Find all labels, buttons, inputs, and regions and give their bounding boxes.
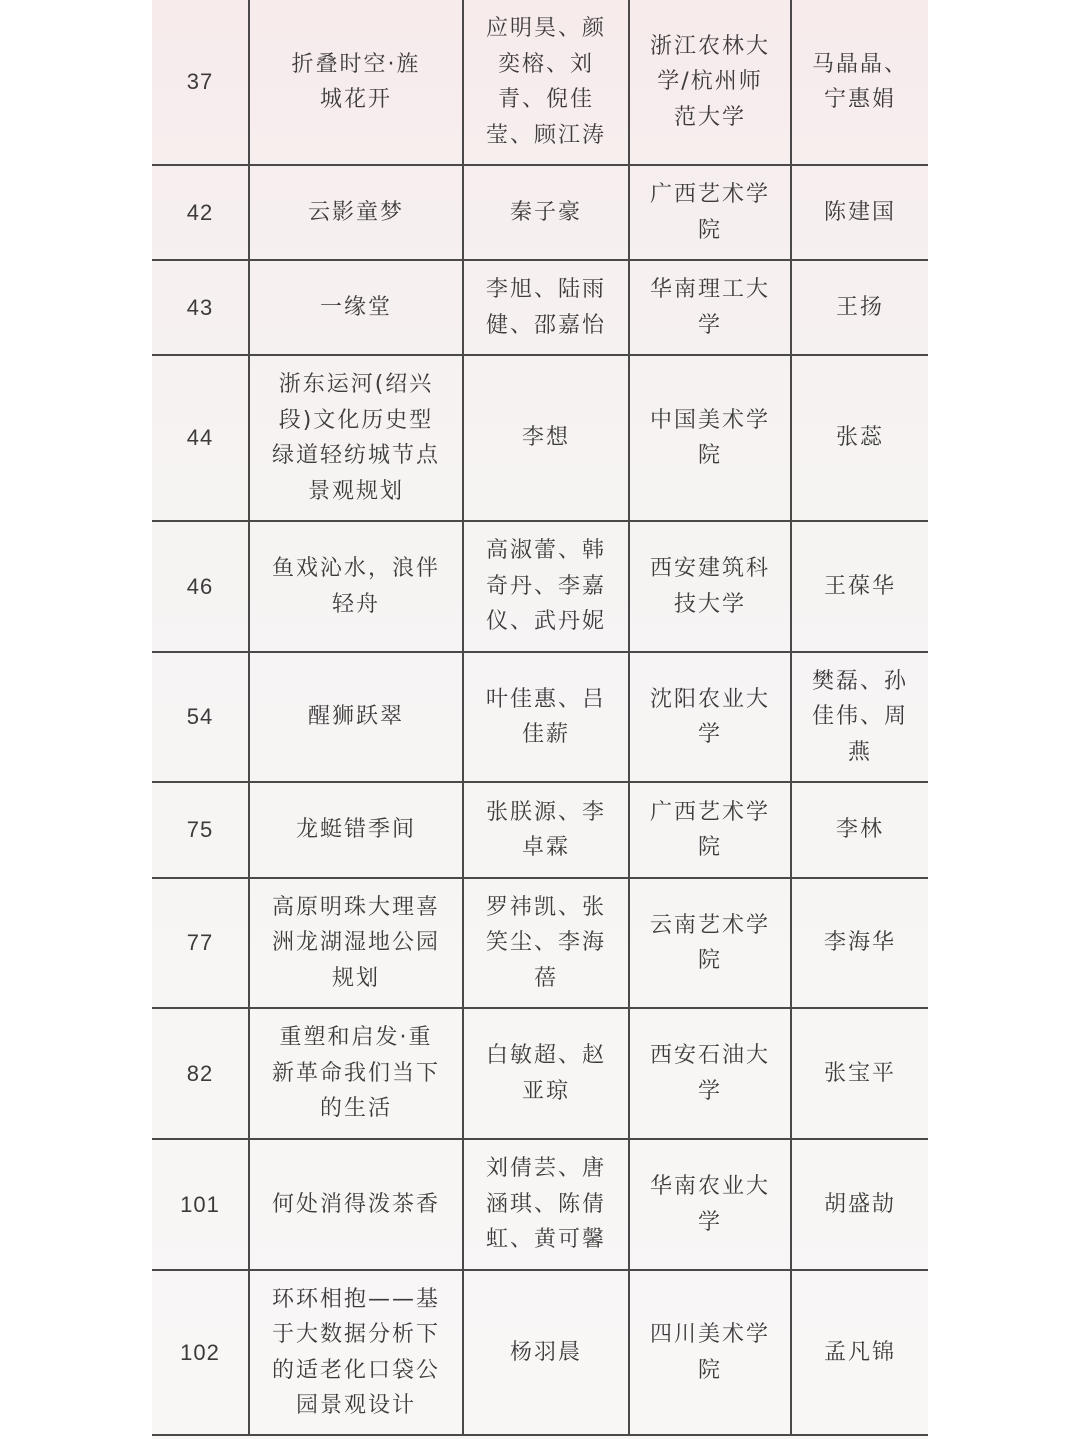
advisor	[791, 355, 928, 521]
advisor-text: 张蕊	[835, 425, 884, 451]
advisor	[791, 260, 928, 355]
authors	[463, 260, 629, 355]
school	[629, 521, 791, 652]
school	[629, 1008, 791, 1139]
advisor	[791, 165, 928, 260]
table-row	[152, 0, 928, 165]
authors-text: 张朕源、李卓霖	[485, 799, 606, 860]
project-title	[249, 782, 463, 878]
project-title-text: 折叠时空·旌城花开	[291, 51, 421, 112]
authors-text: 秦子豪	[509, 199, 582, 225]
advisor-text: 樊磊、孙佳伟、周燕	[811, 668, 908, 765]
advisor	[791, 0, 928, 165]
advisor	[791, 1008, 928, 1139]
school	[629, 165, 791, 260]
advisor	[791, 878, 928, 1008]
school-text: 四川美术学院	[649, 1322, 770, 1383]
entry-number: 37	[152, 0, 249, 165]
advisor-text: 王扬	[835, 294, 884, 320]
project-title	[249, 1270, 463, 1435]
entry-number: 77	[152, 878, 249, 1008]
school	[629, 878, 791, 1008]
table-row	[152, 165, 928, 260]
project-title-text: 环环相抱——基于大数据分析下的适老化口袋公园景观设计	[271, 1286, 440, 1418]
school-text: 广西艺术学院	[649, 182, 770, 243]
project-title	[249, 260, 463, 355]
authors-text: 杨羽晨	[509, 1339, 582, 1365]
school	[629, 355, 791, 521]
advisor	[791, 1139, 928, 1270]
school-text: 西安石油大学	[649, 1043, 770, 1104]
project-title-text: 高原明珠大理喜洲龙湖湿地公园规划	[271, 894, 440, 991]
award-table-container	[152, 0, 928, 1439]
entry-number: 43	[152, 260, 249, 355]
school	[629, 652, 791, 782]
advisor	[791, 1270, 928, 1435]
project-title-text: 何处消得泼茶香	[271, 1191, 440, 1217]
project-title-text: 浙东运河(绍兴段)文化历史型绿道轻纺城节点景观规划	[271, 372, 440, 504]
school-text: 浙江农林大学/杭州师范大学	[649, 33, 770, 130]
school-text: 广西艺术学院	[649, 799, 770, 860]
authors	[463, 0, 629, 165]
advisor-text: 陈建国	[823, 199, 896, 225]
authors-text: 叶佳惠、吕佳薪	[485, 686, 606, 747]
entry-number: 75	[152, 782, 249, 878]
school-text: 华南农业大学	[649, 1174, 770, 1235]
school-text: 云南艺术学院	[649, 912, 770, 973]
authors	[463, 782, 629, 878]
project-title	[249, 165, 463, 260]
table-row	[152, 521, 928, 652]
table-row	[152, 260, 928, 355]
project-title-text: 鱼戏沁水，浪伴轻舟	[271, 556, 440, 617]
project-title	[249, 652, 463, 782]
authors	[463, 652, 629, 782]
project-title-text: 醒狮跃翠	[307, 704, 404, 730]
authors	[463, 521, 629, 652]
authors-text: 李想	[521, 425, 570, 451]
award-table-body	[152, 0, 928, 1435]
entry-number: 54	[152, 652, 249, 782]
entry-number: 42	[152, 165, 249, 260]
advisor-text: 李海华	[823, 930, 896, 956]
advisor	[791, 652, 928, 782]
entry-number: 82	[152, 1008, 249, 1139]
table-row	[152, 355, 928, 521]
table-row	[152, 652, 928, 782]
table-row	[152, 878, 928, 1008]
authors-text: 应明昊、颜奕榕、刘青、倪佳莹、顾江涛	[485, 16, 606, 148]
entry-number: 46	[152, 521, 249, 652]
authors	[463, 1139, 629, 1270]
authors-text: 罗祎凯、张笑尘、李海蓓	[485, 894, 606, 991]
school-text: 华南理工大学	[649, 277, 770, 338]
school	[629, 1139, 791, 1270]
table-row	[152, 1139, 928, 1270]
school	[629, 1270, 791, 1435]
advisor-text: 张宝平	[823, 1060, 896, 1086]
project-title-text: 龙蜓错季间	[295, 817, 416, 843]
school	[629, 782, 791, 878]
table-row	[152, 782, 928, 878]
authors-text: 刘倩芸、唐涵琪、陈倩虹、黄可馨	[485, 1156, 606, 1253]
project-title	[249, 1008, 463, 1139]
project-title	[249, 521, 463, 652]
award-table	[152, 0, 928, 1436]
advisor-text: 胡盛劼	[823, 1191, 896, 1217]
school-text: 中国美术学院	[649, 407, 770, 468]
entry-number: 44	[152, 355, 249, 521]
authors	[463, 1008, 629, 1139]
project-title-text: 云影童梦	[307, 199, 404, 225]
authors	[463, 878, 629, 1008]
authors-text: 李旭、陆雨健、邵嘉怡	[485, 277, 606, 338]
advisor	[791, 782, 928, 878]
school-text: 沈阳农业大学	[649, 686, 770, 747]
entry-number: 101	[152, 1139, 249, 1270]
advisor-text: 李林	[835, 817, 884, 843]
authors	[463, 165, 629, 260]
authors	[463, 1270, 629, 1435]
advisor	[791, 521, 928, 652]
project-title	[249, 0, 463, 165]
project-title-text: 一缘堂	[319, 294, 392, 320]
school-text: 西安建筑科技大学	[649, 556, 770, 617]
project-title	[249, 355, 463, 521]
authors	[463, 355, 629, 521]
project-title	[249, 1139, 463, 1270]
authors-text: 高淑蕾、韩奇丹、李嘉仪、武丹妮	[485, 538, 606, 635]
advisor-text: 王葆华	[823, 573, 896, 599]
entry-number: 102	[152, 1270, 249, 1435]
project-title	[249, 878, 463, 1008]
table-row	[152, 1008, 928, 1139]
table-row	[152, 1270, 928, 1435]
school	[629, 260, 791, 355]
project-title-text: 重塑和启发·重新革命我们当下的生活	[271, 1025, 440, 1122]
school	[629, 0, 791, 165]
advisor-text: 马晶晶、宁惠娟	[811, 51, 908, 112]
advisor-text: 孟凡锦	[823, 1339, 896, 1365]
authors-text: 白敏超、赵亚琼	[485, 1043, 606, 1104]
